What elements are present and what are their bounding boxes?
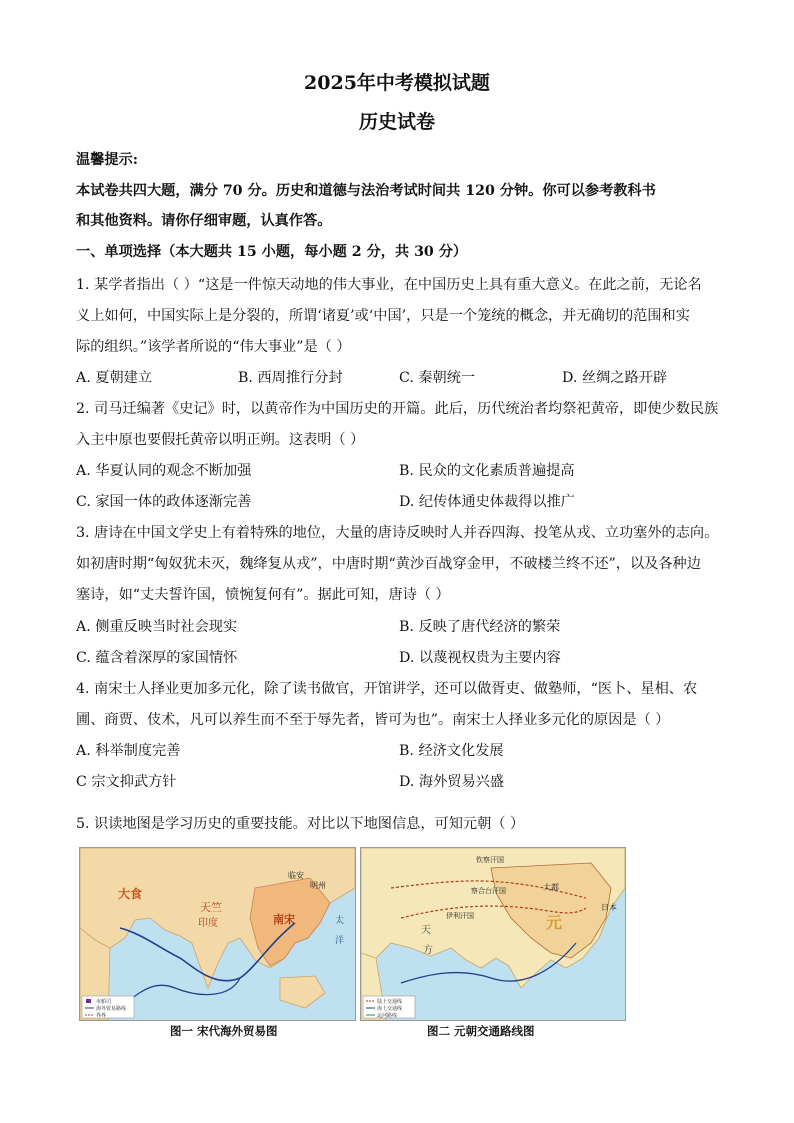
q1-option-b[interactable]: B. 西周推行分封 <box>238 370 343 386</box>
q4-option-b[interactable]: B. 经济文化发展 <box>399 743 504 759</box>
label-dashi: 大食 <box>118 887 143 901</box>
map1-caption: 图一 宋代海外贸易图 <box>170 1024 278 1038</box>
q2-option-d[interactable]: D. 纪传体通史体裁得以推广 <box>399 494 575 510</box>
q3-option-b[interactable]: B. 反映了唐代经济的繁荣 <box>399 619 561 635</box>
q2-line-1: 2. 司马迁编著《史记》时，以黄帝作为中国历史的开篇。此后，历代统治者均祭祀黄帝，即使少数民族 <box>76 401 719 417</box>
q4-line-1: 4. 南宋士人择业更加多元化，除了读书做官，开馆讲学，还可以做胥吏、做塾师，“医卜、星相、农 <box>76 681 698 697</box>
song-trade-map <box>79 847 356 1021</box>
q1-option-d[interactable]: D. 丝绸之路开辟 <box>562 370 668 386</box>
label-tian: 天 <box>421 925 431 936</box>
song-trade-map-graphic <box>80 848 355 1020</box>
q2-option-a[interactable]: A. 华夏认同的观念不断加强 <box>76 463 252 479</box>
q3-option-a[interactable]: A. 侧重反映当时社会现实 <box>76 619 238 635</box>
label-tai: 太 <box>335 916 345 926</box>
q1-option-a[interactable]: A. 夏朝建立 <box>76 370 153 386</box>
label-yuan: 元 <box>546 913 563 932</box>
label-yang: 洋 <box>335 936 345 946</box>
q4-line-2: 圃、商贾、伎术，凡可以养生而不至于辱先者，皆可为也”。南宋士人择业多元化的原因是（ ） <box>76 712 670 728</box>
map1-legend-2: 海外贸易路线 <box>96 1006 127 1012</box>
label-yindu: 印度 <box>198 918 218 929</box>
yuan-route-map-graphic <box>361 848 625 1020</box>
label-dadu: 大都 <box>543 883 559 892</box>
exam-subtitle: 历史试卷 <box>358 111 435 133</box>
map1-legend-3: 界界 <box>96 1013 107 1019</box>
label-japan: 日本 <box>601 903 617 912</box>
map1-legend-1: 市舶司 <box>96 999 112 1005</box>
q3-line-2: 如初唐时期“匈奴犹未灭，魏绛复从戎”，中唐时期“黄沙百战穿金甲，不破楼兰终不还”，以及各种边 <box>76 556 701 572</box>
q1-option-c[interactable]: C. 秦朝统一 <box>399 370 476 386</box>
label-linan: 临安 <box>288 871 304 880</box>
q3-option-d[interactable]: D. 以蔑视权贵为主要内容 <box>399 650 561 666</box>
q2-option-b[interactable]: B. 民众的文化素质普遍提高 <box>399 463 575 479</box>
label-fang: 方 <box>423 945 433 956</box>
map2-caption: 图二 元朝交通路线图 <box>427 1024 535 1038</box>
q3-line-1: 3. 唐诗在中国文学史上有着特殊的地位，大量的唐诗反映时人并吞四海、投笔从戎、立功塞外的志向。 <box>76 525 719 541</box>
notice-label: 温馨提示: <box>76 152 138 168</box>
label-mingzhou: 明州 <box>310 881 326 890</box>
section-heading: 一、单项选择（本大题共 15 小题，每小题 2 分，共 30 分） <box>76 244 468 260</box>
label-qincha: 钦察汗国 <box>476 856 504 864</box>
label-nansong: 南宋 <box>273 913 295 926</box>
notice-line-2: 和其他资料。请你仔细审题，认真作答。 <box>76 213 332 229</box>
label-chagatai: 察合台汗国 <box>471 887 506 895</box>
q2-option-c[interactable]: C. 家国一体的政体逐渐完善 <box>76 494 252 510</box>
q1-line-1: 1. 某学者指出（ ）“这是一件惊天动地的伟大事业，在中国历史上具有重大意义。在此之前，无论名 <box>76 277 702 293</box>
q2-line-2: 入主中原也要假托黄帝以明正朔。这表明（ ） <box>76 432 365 448</box>
q1-line-2: 义上如何，中国实际上是分裂的，所谓‘诸夏’或‘中国’，只是一个笼统的概念，并无确切的范围和实 <box>76 308 690 324</box>
notice-line-1: 本试卷共四大题，满分 70 分。历史和道德与法治考试时间共 120 分钟。你可以参考教科书 <box>76 183 656 199</box>
yuan-route-map <box>360 847 626 1021</box>
map2-legend-1: 陆上交通线 <box>377 999 403 1005</box>
label-yili: 伊利汗国 <box>446 912 474 920</box>
q3-line-3: 塞诗，如“丈夫誓许国，愤惋复何有”。据此可知，唐诗（ ） <box>76 587 450 603</box>
q1-line-3: 际的组织。”该学者所说的“伟大事业”是（ ） <box>76 339 351 355</box>
q4-option-c[interactable]: C 宗文抑武方针 <box>76 774 177 790</box>
map1-legend-port-mark <box>86 999 91 1003</box>
label-tianzhu: 天竺 <box>200 901 222 914</box>
exam-title: 2025年中考模拟试题 <box>304 72 490 94</box>
q5-line-1: 5. 识读地图是学习历史的重要技能。对比以下地图信息，可知元朝（ ） <box>76 816 525 832</box>
map2-legend-2: 海上交通线 <box>377 1006 403 1012</box>
map2-legend-3: 运河路线 <box>377 1013 398 1019</box>
q4-option-a[interactable]: A. 科举制度完善 <box>76 743 181 759</box>
q4-option-d[interactable]: D. 海外贸易兴盛 <box>399 774 505 790</box>
q3-option-c[interactable]: C. 蕴含着深厚的家国情怀 <box>76 650 238 666</box>
